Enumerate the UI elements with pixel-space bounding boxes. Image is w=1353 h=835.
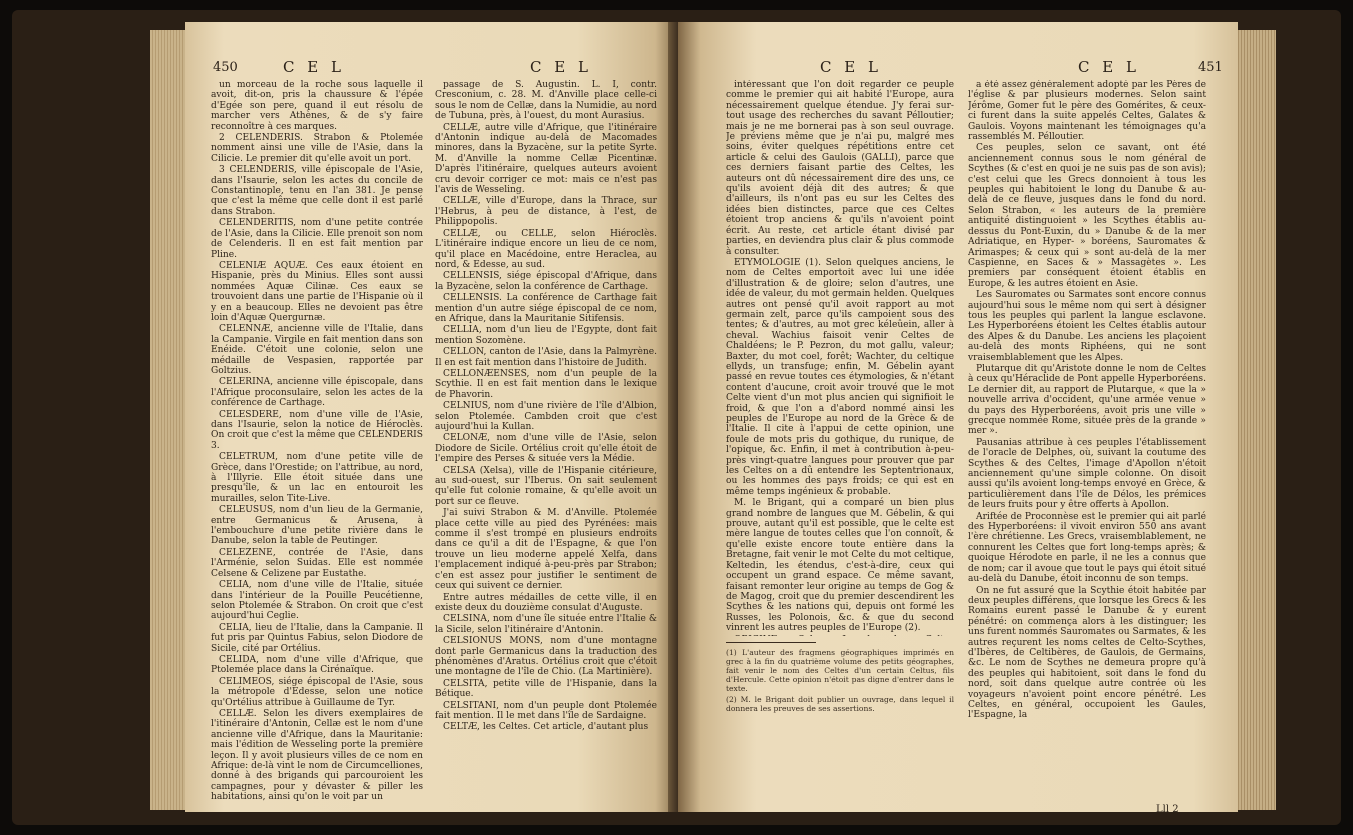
dictionary-entry: CELSIONUS MONS, nom d'une montagne dont parle Germanicus dans la traduction des phénomènes d'Aratus. Ortélius croit que c'étoit une montagne de l'île de Chio. (La Martinière). [435,636,657,678]
dictionary-entry: CELLÆ, ou CELLE, selon Hiéroclès. L'itinéraire indique encore un lieu de ce nom, qu'il place en Macédoine, entre Heraclea, au nord, & Edesse, au sud. [435,228,657,270]
dictionary-entry: CELLÆ, ville d'Europe, dans la Thrace, sur l'Hebrus, à peu de distance, à l'est, de Philippopolis. [435,196,657,228]
dictionary-entry: CELENNÆ, ancienne ville de l'Italie, dans la Campanie. Virgile en fait mention dans son Enéide. C'étoit une colonie, selon une médaille de Vespasien, rapportée par Goltzius. [211,324,423,376]
article-paragraph: Plutarque dit qu'Aristote donne le nom de Celtes à ceux qu'Héraclide de Pont appelle Hyperboréens. Le dernier dit, au rapport de Plutarque, « que la » nouvelle arriva d'occident, qu'une armée venue » du pays des Hyperboréens, avoit pris une ville » grecque nommée Rome, située près de la grande » mer ». [968,363,1206,437]
dictionary-entry: CELENIÆ AQUÆ. Ces eaux étoient en Hispanie, près du Minius. Elles sont aussi nommées Aquæ Cilinæ. Ces eaux se trouvoient dans une partie de l'Hispanie où il y en a beaucoup. Elles ne devoient pas être loin d'Aquæ Quergurnæ. [211,260,423,323]
left-folio: 450 [213,60,238,75]
article-paragraph: M. le Brigant, qui a comparé un bien plus grand nombre de langues que M. Gébelin, & qui prouve, autant qu'il est possible, que le celte est mère langue de toutes celles que l'on connoît, & qu'elle existe encore toute entière dans la Bretagne, fait venir le mot Celte du mot celtique, Keltedin, les étendus, c'est-à-dire, ceux qui occupent un grand espace. Ce même savant, faisant remonter leur origine au temps de Gog & de Magog, croit que du premier descendirent les Scythes & les nations qui, depuis ont formé les Russes, les Polonois, &c. & que du second vinrent les autres peuples de l'Europe (2). [726,498,954,634]
dictionary-entry: CELLON, canton de l'Asie, dans la Palmyrène. Il en est fait mention dans l'histoire de Judith. [435,347,657,368]
left-page-edges [150,30,188,810]
dictionary-entry: CELNIUS, nom d'une rivière de l'île d'Albion, selon Ptolemée. Cambden croit que c'est aujourd'hui la Kullan. [435,401,657,432]
dictionary-entry: CELIDA, nom d'une ville d'Afrique, que Ptolemée place dans la Cirénaïque. [211,654,423,676]
right-folio: 451 [1198,60,1223,75]
footnotes [726,648,954,744]
dictionary-entry: CELERINA, ancienne ville épiscopale, dans l'Afrique proconsulaire, selon les actes de la conférence de Carthage. [211,377,423,409]
dictionary-entry: passage de S. Augustin. L. I, contr. Cresconium, c. 28. M. d'Anville place celle-ci sous le nom de Cellæ, dans la Numidie, au nord de Tubuna, près, à l'ouest, du mont Aurasius. [435,80,657,122]
dictionary-entry: 2 CELENDERIS. Strabon & Ptolemée nomment ainsi une ville de l'Asie, dans la Cilicie. Le premier dit qu'elle avoit un port. [211,133,423,164]
right-running-head-1: C E L [820,58,882,76]
right-page-edges [1236,30,1276,810]
article-paragraph: intéressant que l'on doit regarder ce peuple comme le premier qui ait habité l'Europe, aura nécessairement quelque étendue. J'y ferai sur-tout usage des recherches du savant Pélloutier; mais je ne me bornerai pas à son seul ouvrage. Je préviens même que je n'ai pu, malgré mes soins, éviter quelques répétitions entre cet article & celui des Gaulois (GALLI), parce que ces derniers faisant partie des Celtes, les auteurs ont dû nécessairement dire des uns, ce qu'ils avoient déjà dit des autres; & que d'ailleurs, ils n'ont pas eu sur les Celtes des idées bien distinctes, parce que ces Celtes étoient trop anciens & qu'ils n'avoient point écrit. Au reste, cet article étant divisé par parties, en deviendra plus clair & plus commode à consulter. [726,80,954,257]
article-paragraph: ETYMOLOGIE (1). Selon quelques anciens, le nom de Celtes emportoit avec lui une idée d'illustration & de gloire; selon d'autres, une idée de valeur, du mot germain helden. Quelques autres ont pensé qu'il avoit rapport au mot germain zelt, parce qu'ils campoient sous des tentes; & d'autres, au mot grec kéleûein, aller à cheval. Wachius faisoit venir Celtes de Chaldéens; le P. Pezron, du mot gallu, valeur; Baxter, du mot coel, forêt; Wachter, du celtique ellyds, un transfuge; enfin, M. Gébelin ayant passé en revue toutes ces étymologies, & n'étant content d'aucune, croit avoir trouvé que le mot Celte vient d'un mot plus ancien qui signifioit le froid, & que l'on a d'abord nommé ainsi les peuples de l'Europe au nord de la Grèce & de l'Italie. Il cite à l'appui de cette opinion, une foule de mots pris du gothique, du runique, de l'opique, &c. Enfin, il met à contribution à-peu-près vingt-quatre langues pour prouver que par les Celtes on a dû entendre les Septentrionaux, ou les hommes des pays froids; ce qui est en même temps ingénieux & probable. [726,257,954,497]
dictionary-entry: CELLENSIS. La conférence de Carthage fait mention d'un autre siége épiscopal de ce nom, en Afrique, dans la Mauritanie Sitifensis. [435,293,657,324]
dictionary-entry: CELSINA, nom d'une île située entre l'Italie & la Sicile, selon l'itinéraire d'Antonin. [435,614,657,635]
footnote: (2) M. le Brigant doit publier un ouvrage, dans lequel il donnera les preuves de ses assertions. [726,695,954,713]
dictionary-entry: CELEUSUS, nom d'un lieu de la Germanie, entre Germanicus & Arusena, à l'embouchure d'une petite rivière dans le Danube, selon la table de Peutinger. [211,505,423,547]
article-paragraph: On ne fut assuré que la Scythie étoit habitée par deux peuples différens, que lorsque les Grecs & les Romains eurent passé le Danube & y eurent pénétré: on commença alors à les distinguer; les uns furent nommés Sauromates ou Sarmates, & les autres reçurent les noms celtes de Celto-Scythes, d'Ibères, de Celtibères, de Gaulois, de Germains, &c. Le nom de Scythes ne demeura propre qu'à des peuples qui habitoient, soit dans le fond du nord, soit dans quelque autre contrée où les voyageurs n'avoient point encore pénétré. Les Celtes, en général, occupoient les Gaules, l'Espagne, la [968,585,1206,721]
dictionary-entry: un morceau de la roche sous laquelle il avoit, dit-on, pris la chaussure & l'épée d'Egée son pere, quand il eut résolu de marcher vers Athènes, & de s'y faire reconnoître à ces marques. [211,80,423,132]
dictionary-entry: CELTÆ, les Celtes. Cet article, d'autant plus [443,722,649,733]
article-paragraph [726,635,954,636]
left-running-head-2: C E L [530,58,592,76]
dictionary-entry: CELIMEOS, siége épiscopal de l'Asie, sous la métropole d'Edesse, selon une notice qu'Ortélius attribue à Guillaume de Tyr. [211,676,423,708]
dictionary-entry: CELESDERE, nom d'une ville de l'Asie, dans l'Isaurie, selon la notice de Hiéroclès. On croit que c'est la même que CELENDERIS 3. [211,409,423,451]
left-column-1 [211,80,423,805]
article-paragraph: Les Sauromates ou Sarmates sont encore connus aujourd'hui sous le même nom qui sert à désigner tous les peuples qui parlent la langue esclavone. Les Hyperboréens étoient les Celtes établis autour des Alpes & du Danube. Les anciens les plaçoient au-delà des monts Riphéens, qui ne sont vraisemblablement que les Alpes. [968,290,1206,363]
dictionary-entry: CELSITA, petite ville de l'Hispanie, dans la Bétique. [435,678,657,700]
dictionary-entry: CELLENSIS, siége épiscopal d'Afrique, dans la Byzacène, selon la conférence de Carthage. [435,271,657,292]
article-paragraph: Ariftée de Proconnèse est le premier qui ait parlé des Hyperboréens: il vivoit environ 550 ans avant l'ère chrétienne. Les Grecs, vraisemblablement, ne connurent les Celtes que fort long-temps après; & quoique Hérodote en parle, il ne les a connus que de nom; car il avoue que tout le pays qui étoit situé au-delà du Danube, étoit inconnu de son temps. [968,511,1206,585]
dictionary-entry: CELENDERITIS, nom d'une petite contrée de l'Asie, dans la Cilicie. Elle prenoit son nom de Celenderis. Il en est fait mention par Pline. [211,218,423,260]
dictionary-entry: J'ai suivi Strabon & M. d'Anville. Ptolemée place cette ville au pied des Pyrénées: mais comme il s'est trompé en plusieurs endroits dans ce qu'il a dit de l'Espagne, & que l'on trouve un lieu moderne appelé Xelfa, dans l'emplacement indiqué à-peu-près par Strabon; c'en est assez pour justifier le sentiment de ceux qui suivent ce dernier. [435,508,657,592]
article-paragraph: Pausanias attribue à ces peuples l'établissement de l'oracle de Delphes, où, suivant la coutume des Scythes & des Celtes, l'image d'Apollon n'étoit anciennement qu'une simple colonne. On disoit aussi qu'ils avoient long-temps envoyé en Grèce, & particulièrement dans l'île de Délos, les prémices de leurs fruits pour y être offerts à Apollon. [968,437,1206,511]
article-paragraph: Ces peuples, selon ce savant, ont été anciennement connus sous le nom général de Scythes (& c'est en quoi je ne suis pas de son avis); c'est celui que les Grecs donnoient à tous les peuples qui habitoient le long du Danube & au-delà de ce fleuve, jusques dans le fond du nord. Selon Strabon, « les auteurs de la première antiquité distinguoient » les Scythes établis au-dessus du Pont-Euxin, du » Danube & de la mer Adriatique, en Hyper- » boréens, Sauromates & Arimaspes; & ceux qui » sont au-delà de la mer Caspienne, en Saces & » Massagètes ». Les premiers par conséquent étoient établis en Europe, & les autres étoient en Asie. [968,143,1206,289]
dictionary-entry: 3 CELENDERIS, ville épiscopale de l'Asie, dans l'Isaurie, selon les actes du concile de Constantinople, tenu en l'an 381. Je pense que c'est la même que celle dont il est parlé dans Strabon. [211,165,423,217]
dictionary-entry: CELLIA, nom d'un lieu de l'Egypte, dont fait mention Sozomène. [435,325,657,346]
signature-mark: Lll 2 [1156,804,1179,812]
dictionary-entry: CELSA (Xelsa), ville de l'Hispanie citérieure, au sud-ouest, sur l'Iberus. On sait seulement qu'elle fut colonie romaine, & qu'elle avoit un port sur ce fleuve. [435,465,657,507]
dictionary-entry: CELEZENE, contrée de l'Asie, dans l'Arménie, selon Suidas. Elle est nommée Celsene & Celizene par Eustathe. [211,547,423,579]
dictionary-entry: CELSITANI, nom d'un peuple dont Ptolemée fait mention. Il le met dans l'île de Sardaigne. [435,700,657,721]
dictionary-entry: CELETRUM, nom d'une petite ville de Grèce, dans l'Orestide; on l'attribue, au nord, à l'Illyrie. Elle étoit située dans une presqu'île, & un lac en entouroit les murailles, selon Tite-Live. [211,452,423,504]
dictionary-entry: CELLÆ, autre ville d'Afrique, que l'itinéraire d'Antonin indique au-delà de Macomades minores, dans la Byzacène, sur la petite Syrte. M. d'Anville la nomme Cellæ Picentinæ. D'après l'itinéraire, quelques auteurs avoient cru devoir corriger ce mot: mais ce n'est pas l'avis de Wesseling. [435,122,657,196]
dictionary-entry: CELLONÆENSES, nom d'un peuple de la Scythie. Il en est fait mention dans le lexique de Phavorin. [435,368,657,400]
footnote: (1) L'auteur des fragmens géographiques imprimés en grec à la fin du quatrième volume des petits géographes, fait venir le nom des Celtes d'un certain Celtus, fils d'Hercule. Cette opinion n'étoit pas digne d'entrer dans le texte. [726,648,954,693]
article-paragraph: a été assez généralement adopté par les Pères de l'église & par plusieurs modernes. Selon saint Jérôme, Gomer fut le père des Gomérites, & ceux-ci furent dans la suite appelés Celtes, Galates & Gaulois. Voyons maintenant les témoignages qu'a rassemblés M. Pélloutier. [968,80,1206,143]
footnote-rule [726,642,816,643]
left-page [185,22,675,812]
left-column-2 [435,80,657,805]
dictionary-entry: Entre autres médailles de cette ville, il en existe deux du douzième consulat d'Auguste. [435,592,657,613]
right-column-2 [968,80,1206,800]
dictionary-entry: CELIA, lieu de l'Italie, dans la Campanie. Il fut pris par Quintus Fabius, selon Diodore de Sicile, cité par Ortélius. [211,622,423,654]
dictionary-entry: CELIA, nom d'une ville de l'Italie, située dans l'intérieur de la Pouille Peucétienne, selon Ptolemée & Strabon. On croit que c'est aujourd'hui Ceglie. [211,580,423,622]
right-page [678,22,1238,812]
right-running-head-2: C E L [1078,58,1140,76]
dictionary-entry: CELONÆ, nom d'une ville de l'Asie, selon Diodore de Sicile. Ortélius croit qu'elle étoit de l'empire des Perses & située vers la Médie. [435,433,657,465]
left-running-head-1: C E L [283,58,345,76]
dictionary-entry: CELLÆ. Selon les divers exemplaires de l'itinéraire d'Antonin, Cellæ est le nom d'une ancienne ville d'Afrique, dans la Mauritanie: mais l'édition de Wesseling porte la première leçon. Il y avoit plusieurs villes de ce nom en Afrique: de-là vint le nom de Circumcelliones, donné à des brigands qui parcouroient les campagnes, pour y dévaster & piller les habitations, ainsi qu'on le voit par un [211,708,423,803]
right-column-1 [726,80,954,636]
